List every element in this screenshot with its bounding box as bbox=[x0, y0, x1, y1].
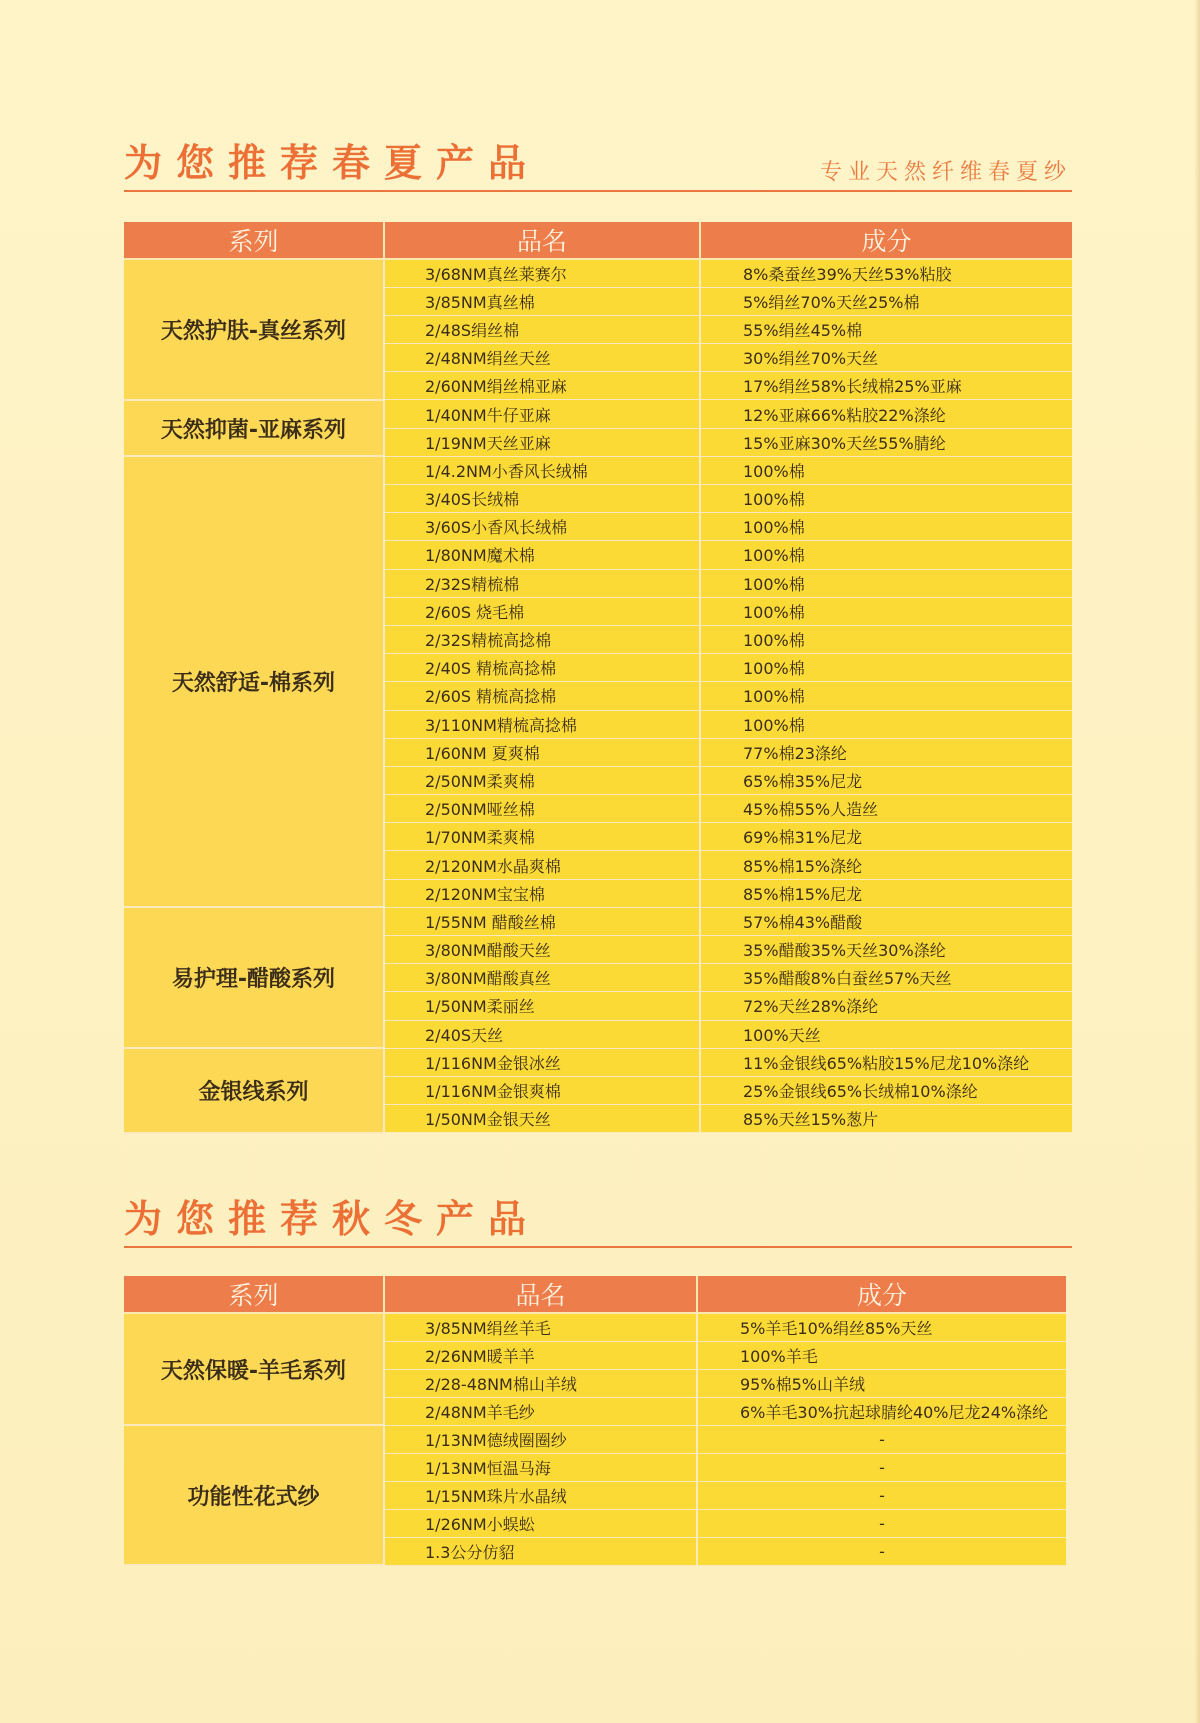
composition-cell: - bbox=[697, 1425, 1066, 1453]
composition-cell: 100%棉 bbox=[700, 682, 1072, 710]
composition-cell: 85%天丝15%葱片 bbox=[700, 1105, 1072, 1133]
autumn-product-table bbox=[124, 1276, 1066, 1566]
product-name-cell: 3/110NM精梳高捻棉 bbox=[384, 710, 700, 738]
composition-cell: 100%棉 bbox=[700, 654, 1072, 682]
composition-cell: - bbox=[697, 1481, 1066, 1509]
scan-edge-shadow bbox=[1194, 0, 1200, 1723]
product-name-cell: 1/26NM小蜈蚣 bbox=[384, 1509, 697, 1537]
product-name-cell: 1/116NM金银爽棉 bbox=[384, 1076, 700, 1104]
series-cell: 金银线系列 bbox=[124, 1048, 384, 1133]
composition-cell: 25%金银线65%长绒棉10%涤纶 bbox=[700, 1076, 1072, 1104]
composition-cell: 65%棉35%尼龙 bbox=[700, 766, 1072, 794]
product-name-cell: 1.3公分仿貂 bbox=[384, 1537, 697, 1565]
product-name-cell: 2/120NM水晶爽棉 bbox=[384, 851, 700, 879]
table-row bbox=[124, 907, 1072, 935]
series-cell: 天然舒适-棉系列 bbox=[124, 456, 384, 907]
composition-cell: 100%羊毛 bbox=[697, 1341, 1066, 1369]
series-cell: 功能性花式纱 bbox=[124, 1425, 384, 1565]
composition-cell: 100%棉 bbox=[700, 541, 1072, 569]
product-name-cell: 2/50NM哑丝棉 bbox=[384, 795, 700, 823]
product-name-cell: 2/32S精梳棉 bbox=[384, 569, 700, 597]
product-name-cell: 1/60NM 夏爽棉 bbox=[384, 738, 700, 766]
composition-cell: 11%金银线65%粘胶15%尼龙10%涤纶 bbox=[700, 1048, 1072, 1076]
product-name-cell: 1/50NM金银天丝 bbox=[384, 1105, 700, 1133]
composition-cell: 100%天丝 bbox=[700, 1020, 1072, 1048]
composition-cell: 6%羊毛30%抗起球腈纶40%尼龙24%涤纶 bbox=[697, 1397, 1066, 1425]
composition-cell: - bbox=[697, 1537, 1066, 1565]
table-row bbox=[124, 456, 1072, 484]
product-name-cell: 1/50NM柔丽丝 bbox=[384, 992, 700, 1020]
header-series: 系列 bbox=[124, 222, 384, 259]
composition-cell: 15%亚麻30%天丝55%腈纶 bbox=[700, 428, 1072, 456]
composition-cell: 95%棉5%山羊绒 bbox=[697, 1369, 1066, 1397]
composition-cell: 100%棉 bbox=[700, 597, 1072, 625]
autumn-section-header bbox=[124, 1196, 1072, 1248]
product-name-cell: 2/48NM绢丝天丝 bbox=[384, 344, 700, 372]
composition-cell: 100%棉 bbox=[700, 625, 1072, 653]
product-name-cell: 1/13NM德绒圈圈纱 bbox=[384, 1425, 697, 1453]
composition-cell: 100%棉 bbox=[700, 710, 1072, 738]
table-row bbox=[124, 1313, 1066, 1341]
composition-cell: 57%棉43%醋酸 bbox=[700, 907, 1072, 935]
composition-cell: 35%醋酸35%天丝30%涤纶 bbox=[700, 936, 1072, 964]
product-name-cell: 1/13NM恒温马海 bbox=[384, 1453, 697, 1481]
product-name-cell: 2/32S精梳高捻棉 bbox=[384, 625, 700, 653]
series-cell: 易护理-醋酸系列 bbox=[124, 907, 384, 1048]
product-name-cell: 1/40NM牛仔亚麻 bbox=[384, 400, 700, 428]
product-name-cell: 1/4.2NM小香风长绒棉 bbox=[384, 456, 700, 484]
product-name-cell: 2/40S天丝 bbox=[384, 1020, 700, 1048]
composition-cell: 85%棉15%尼龙 bbox=[700, 879, 1072, 907]
composition-cell: 17%绢丝58%长绒棉25%亚麻 bbox=[700, 372, 1072, 400]
composition-cell: 12%亚麻66%粘胶22%涤纶 bbox=[700, 400, 1072, 428]
spring-section-header bbox=[124, 140, 1072, 192]
composition-cell: 100%棉 bbox=[700, 569, 1072, 597]
composition-cell: 5%绢丝70%天丝25%棉 bbox=[700, 287, 1072, 315]
composition-cell: 85%棉15%涤纶 bbox=[700, 851, 1072, 879]
product-name-cell: 2/40S 精梳高捻棉 bbox=[384, 654, 700, 682]
autumn-section-title: 为您推荐秋冬产品 bbox=[124, 1197, 541, 1241]
composition-cell: 30%绢丝70%天丝 bbox=[700, 344, 1072, 372]
product-name-cell: 1/116NM金银冰丝 bbox=[384, 1048, 700, 1076]
header-product-name: 品名 bbox=[384, 1276, 697, 1313]
table-row bbox=[124, 1425, 1066, 1453]
composition-cell: 100%棉 bbox=[700, 485, 1072, 513]
composition-cell: 8%桑蚕丝39%天丝53%粘胶 bbox=[700, 259, 1072, 287]
composition-cell: 100%棉 bbox=[700, 513, 1072, 541]
product-name-cell: 1/55NM 醋酸丝棉 bbox=[384, 907, 700, 935]
table-row bbox=[124, 400, 1072, 428]
table-row bbox=[124, 259, 1072, 287]
composition-cell: 55%绢丝45%棉 bbox=[700, 315, 1072, 343]
header-composition: 成分 bbox=[697, 1276, 1066, 1313]
product-name-cell: 2/50NM柔爽棉 bbox=[384, 766, 700, 794]
header-series: 系列 bbox=[124, 1276, 384, 1313]
product-name-cell: 1/80NM魔术棉 bbox=[384, 541, 700, 569]
composition-cell: 100%棉 bbox=[700, 456, 1072, 484]
composition-cell: 5%羊毛10%绢丝85%天丝 bbox=[697, 1313, 1066, 1341]
composition-cell: - bbox=[697, 1453, 1066, 1481]
product-name-cell: 1/19NM天丝亚麻 bbox=[384, 428, 700, 456]
table-row bbox=[124, 1048, 1072, 1076]
series-cell: 天然护肤-真丝系列 bbox=[124, 259, 384, 400]
product-name-cell: 1/70NM柔爽棉 bbox=[384, 823, 700, 851]
series-cell: 天然保暖-羊毛系列 bbox=[124, 1313, 384, 1425]
product-name-cell: 3/80NM醋酸天丝 bbox=[384, 936, 700, 964]
spring-section-title: 为您推荐春夏产品 bbox=[124, 141, 541, 185]
product-name-cell: 1/15NM珠片水晶绒 bbox=[384, 1481, 697, 1509]
spring-product-table bbox=[124, 222, 1072, 1134]
composition-cell: 35%醋酸8%白蚕丝57%天丝 bbox=[700, 964, 1072, 992]
table-header-row bbox=[124, 1276, 1066, 1313]
product-name-cell: 3/85NM绢丝羊毛 bbox=[384, 1313, 697, 1341]
header-composition: 成分 bbox=[700, 222, 1072, 259]
product-name-cell: 2/60S 精梳高捻棉 bbox=[384, 682, 700, 710]
composition-cell: 45%棉55%人造丝 bbox=[700, 795, 1072, 823]
product-name-cell: 2/26NM暖羊羊 bbox=[384, 1341, 697, 1369]
product-name-cell: 3/85NM真丝棉 bbox=[384, 287, 700, 315]
composition-cell: 72%天丝28%涤纶 bbox=[700, 992, 1072, 1020]
product-name-cell: 2/48NM羊毛纱 bbox=[384, 1397, 697, 1425]
composition-cell: 77%棉23涤纶 bbox=[700, 738, 1072, 766]
product-name-cell: 2/60S 烧毛棉 bbox=[384, 597, 700, 625]
product-name-cell: 3/40S长绒棉 bbox=[384, 485, 700, 513]
product-name-cell: 2/28-48NM棉山羊绒 bbox=[384, 1369, 697, 1397]
header-product-name: 品名 bbox=[384, 222, 700, 259]
product-name-cell: 3/80NM醋酸真丝 bbox=[384, 964, 700, 992]
product-name-cell: 3/60S小香风长绒棉 bbox=[384, 513, 700, 541]
composition-cell: 69%棉31%尼龙 bbox=[700, 823, 1072, 851]
series-cell: 天然抑菌-亚麻系列 bbox=[124, 400, 384, 456]
spring-section-subtitle: 专业天然纤维春夏纱 bbox=[819, 160, 1072, 185]
product-name-cell: 2/120NM宝宝棉 bbox=[384, 879, 700, 907]
table-header-row bbox=[124, 222, 1072, 259]
product-name-cell: 2/60NM绢丝棉亚麻 bbox=[384, 372, 700, 400]
product-name-cell: 2/48S绢丝棉 bbox=[384, 315, 700, 343]
composition-cell: - bbox=[697, 1509, 1066, 1537]
product-name-cell: 3/68NM真丝莱赛尔 bbox=[384, 259, 700, 287]
